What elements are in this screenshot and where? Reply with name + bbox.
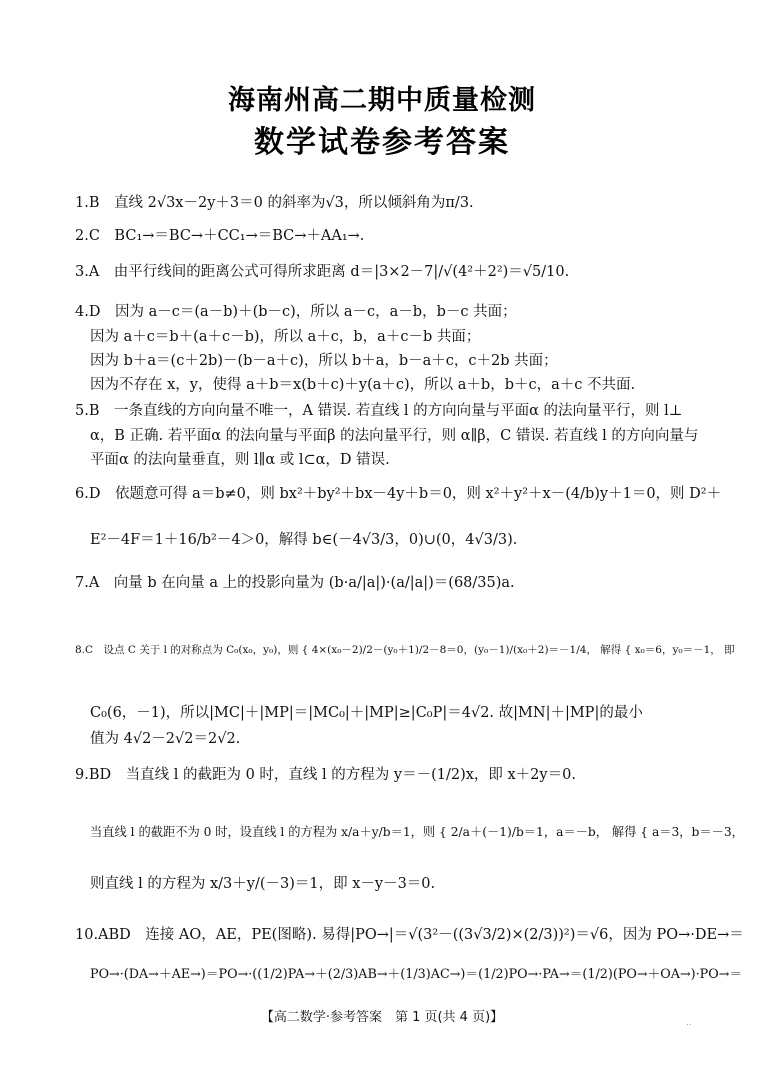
answer-key-title: 数学试卷参考答案: [254, 125, 510, 160]
answer-5-line-1: 5.B 一条直线的方向向量不唯一，A 错误. 若直线 l 的方向向量与平面α 的法向量平行，则 l⊥: [75, 403, 683, 419]
answer-9-line-1: 9.BD 当直线 l 的截距为 0 时，直线 l 的方程为 y＝－(1/2)x，即 x＋2y＝0.: [75, 767, 576, 783]
answer-6-line-2: E²－4F＝1＋16/b²－4＞0，解得 b∈(－4√3/3，0)∪(0，4√3/3).: [90, 532, 518, 548]
answer-5-line-3: 平面α 的法向量垂直，则 l∥α 或 l⊂α，D 错误.: [90, 452, 390, 468]
exam-title: 海南州高二期中质量检测: [228, 85, 536, 116]
answer-4-line-2: 因为 a＋c＝b＋(a＋c－b)，所以 a＋c，b，a＋c－b 共面；: [90, 329, 481, 345]
answer-4-line-4: 因为不存在 x，y，使得 a＋b＝x(b＋c)＋y(a＋c)，所以 a＋b，b＋c，a＋c 不共面.: [90, 377, 636, 393]
answer-4-line-3: 因为 b＋a＝(c＋2b)－(b－a＋c)，所以 b＋a，b－a＋c，c＋2b 共面；: [90, 353, 558, 369]
answer-9-line-2: 当直线 l 的截距不为 0 时，设直线 l 的方程为 x/a＋y/b＝1，则 { 2/a＋(－1)/b＝1，a＝－b， 解得 { a＝3，b＝－3，: [90, 825, 744, 839]
answer-1: 1.B 直线 2√3x－2y＋3＝0 的斜率为√3，所以倾斜角为π/3.: [75, 195, 474, 211]
answer-7: 7.A 向量 b 在向量 a 上的投影向量为 (b·a/|a|)·(a/|a|)＝(68/35)a.: [75, 575, 515, 591]
answer-9-line-3: 则直线 l 的方程为 x/3＋y/(－3)＝1，即 x－y－3＝0.: [90, 876, 436, 892]
answer-8-line-2: C₀(6，－1)，所以|MC|＋|MP|＝|MC₀|＋|MP|≥|C₀P|＝4√2. 故|MN|＋|MP|的最小: [90, 705, 643, 721]
page-footer: 【高二数学·参考答案 第 1 页(共 4 页)】: [260, 1010, 504, 1025]
answer-10-line-1: 10.ABD 连接 AO，AE，PE(图略). 易得|PO→|＝√(3²－((3√3/2)×(2/3))²)＝√6，因为 PO→·DE→＝: [75, 927, 744, 943]
answer-6-line-1: 6.D 依题意可得 a＝b≠0，则 bx²＋by²＋bx－4y＋b＝0，则 x²＋y²＋x－(4/b)y＋1＝0，则 D²＋: [75, 486, 722, 502]
answer-2: 2.C BC₁→＝BC→＋CC₁→＝BC→＋AA₁→.: [75, 228, 365, 244]
page-mark: ..: [686, 1018, 692, 1028]
answer-3: 3.A 由平行线间的距离公式可得所求距离 d＝|3×2－7|/√(4²＋2²)＝√5/10.: [75, 264, 570, 280]
answer-8-line-3: 值为 4√2－2√2＝2√2.: [90, 731, 241, 747]
answer-8-line-1: 8.C 设点 C 关于 l 的对称点为 C₀(x₀，y₀)，则 { 4×(x₀－2)/2－(y₀＋1)/2－8＝0，(y₀－1)/(x₀＋2)＝－1/4， 解得 { x₀＝6，y₀＝－1， 即: [75, 644, 735, 656]
answer-5-line-2: α，B 正确. 若平面α 的法向量与平面β 的法向量平行，则 α∥β，C 错误. 若直线 l 的方向向量与: [90, 428, 699, 444]
answer-4-line-1: 4.D 因为 a－c＝(a－b)＋(b－c)，所以 a－c，a－b，b－c 共面；: [75, 304, 517, 320]
answer-10-line-2: PO→·(DA→＋AE→)＝PO→·((1/2)PA→＋(2/3)AB→＋(1/3)AC→)＝(1/2)PO→·PA→＝(1/2)(PO→＋OA→)·PO→＝: [90, 967, 743, 982]
